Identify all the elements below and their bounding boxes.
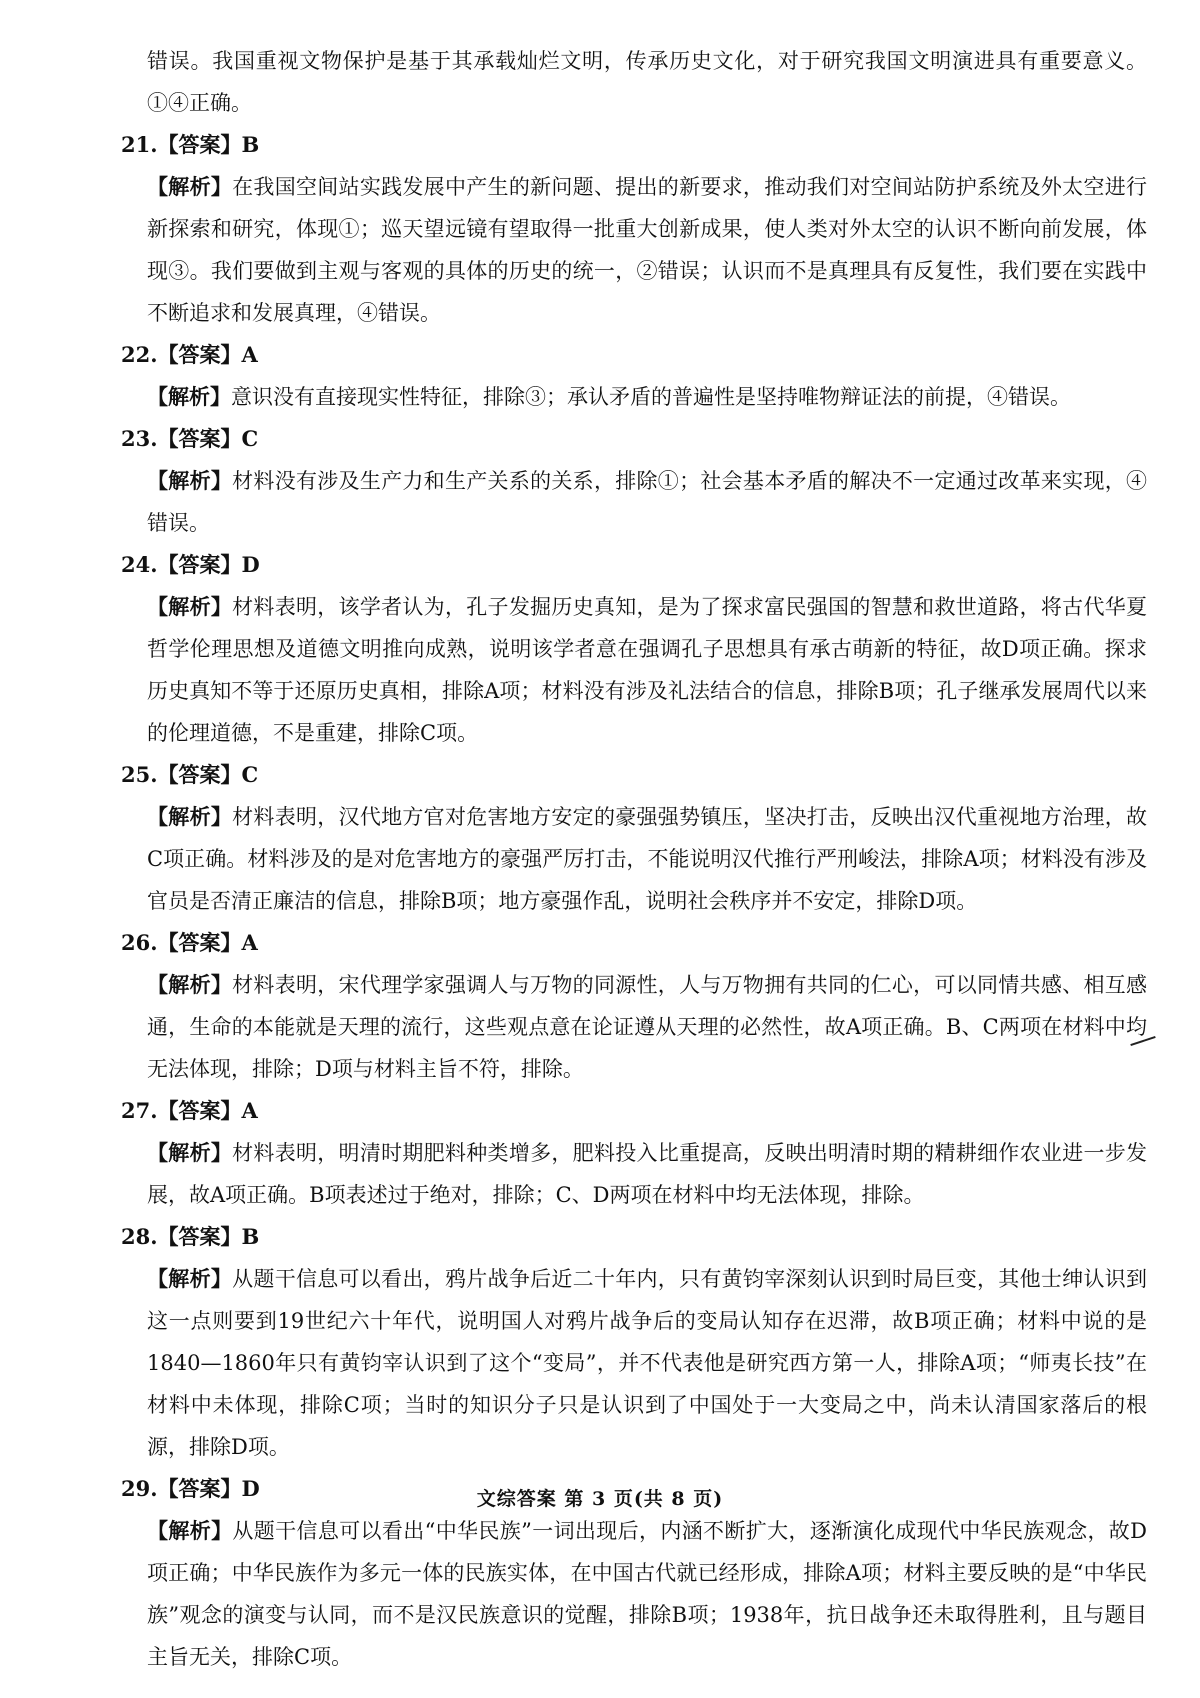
analysis-label: 【解析】 <box>147 1266 233 1291</box>
answer-heading <box>121 922 1147 964</box>
answer-label: 【答案】 <box>157 1098 242 1123</box>
answer-heading <box>121 544 1147 586</box>
analysis-text: 在我国空间站实践发展中产生的新问题、提出的新要求，推动我们对空间站防护系统及外太空进行新探索和研究，体现①；巡天望远镜有望取得一批重大创新成果，使人类对外太空的认识不断向前发展，体现③。我们要做到主观与客观的具体的历史的统一，②错误；认识而不是真理具有反复性，我们要在实践中不断追求和发展真理，④错误。 <box>147 175 1148 325</box>
answer-heading <box>121 418 1147 460</box>
analysis-text: 材料表明，该学者认为，孔子发掘历史真知，是为了探求富民强国的智慧和救世道路，将古代华夏哲学伦理思想及道德文明推向成熟，说明该学者意在强调孔子思想具有承古萌新的特征，故D项正确。探求历史真知不等于还原历史真相，排除A项；材料没有涉及礼法结合的信息，排除B项；孔子继承发展周代以来的伦理道德，不是重建，排除C项。 <box>147 595 1148 745</box>
analysis-label: 【解析】 <box>147 972 233 997</box>
answer-item <box>121 1216 1148 1468</box>
question-number: 25. <box>121 762 158 787</box>
question-number: 26. <box>121 930 158 955</box>
answer-item <box>121 544 1148 754</box>
question-number: 23. <box>121 426 158 451</box>
analysis-text: 从题干信息可以看出，鸦片战争后近二十年内，只有黄钧宰深刻认识到时局巨变，其他士绅认识到这一点则要到19世纪六十年代，说明国人对鸦片战争后的变局认知存在迟滞，故B项正确；材料中说的是1840—1860年只有黄钧宰认识到了这个“变局”，并不代表他是研究西方第一人，排除A项；“师夷长技”在材料中未体现，排除C项；当时的知识分子只是认识到了中国处于一大变局之中，尚未认清国家落后的根源，排除D项。 <box>147 1267 1148 1459</box>
answer-heading <box>121 124 1147 166</box>
answer-item <box>121 754 1148 922</box>
analysis-label: 【解析】 <box>147 384 231 409</box>
analysis-text: 材料表明，汉代地方官对危害地方安定的豪强强势镇压，坚决打击，反映出汉代重视地方治理，故C项正确。材料涉及的是对危害地方的豪强严厉打击，不能说明汉代推行严刑峻法，排除A项；材料没有涉及官员是否清正廉洁的信息，排除B项；地方豪强作乱，说明社会秩序并不安定，排除D项。 <box>147 805 1148 913</box>
analysis-text: 从题干信息可以看出“中华民族”一词出现后，内涵不断扩大，逐渐演化成现代中华民族观念，故D项正确；中华民族作为多元一体的民族实体，在中国古代就已经形成，排除A项；材料主要反映的是“中华民族”观念的演变与认同，而不是汉民族意识的觉醒，排除B项；1938年，抗日战争还未取得胜利，且与题目主旨无关，排除C项。 <box>147 1519 1147 1669</box>
answer-label: 【答案】 <box>157 930 242 955</box>
answer-value: B <box>241 1224 260 1249</box>
analysis-label: 【解析】 <box>147 468 233 493</box>
answer-item <box>121 124 1148 334</box>
answer-content <box>121 40 1148 1678</box>
question-number: 28. <box>121 1224 158 1249</box>
answer-heading <box>121 754 1147 796</box>
question-number: 27. <box>121 1098 158 1123</box>
answer-label: 【答案】 <box>157 1224 242 1249</box>
answer-label: 【答案】 <box>157 1476 242 1501</box>
page-footer: 文综答案 第 3 页(共 8 页) <box>476 1488 724 1510</box>
analysis-paragraph <box>147 964 1147 1090</box>
answer-value: A <box>241 342 258 367</box>
answer-value: D <box>241 552 260 577</box>
question-number: 29. <box>121 1476 158 1501</box>
analysis-paragraph <box>147 460 1147 544</box>
answer-label: 【答案】 <box>157 132 242 157</box>
answer-value: C <box>241 762 259 787</box>
analysis-paragraph <box>147 166 1147 334</box>
answer-label: 【答案】 <box>157 762 242 787</box>
analysis-paragraph <box>147 796 1147 922</box>
analysis-label: 【解析】 <box>147 174 233 199</box>
question-number: 22. <box>121 342 158 367</box>
analysis-paragraph <box>147 1258 1147 1468</box>
answer-heading <box>121 334 1147 376</box>
analysis-label: 【解析】 <box>147 804 233 829</box>
answer-value: A <box>241 1098 258 1123</box>
question-number: 24. <box>121 552 158 577</box>
answer-label: 【答案】 <box>157 426 242 451</box>
answer-heading <box>121 1090 1147 1132</box>
intro-paragraph: 错误。我国重视文物保护是基于其承载灿烂文明，传承历史文化，对于研究我国文明演进具有重要意义。①④正确。 <box>147 49 1147 115</box>
answer-label: 【答案】 <box>157 342 242 367</box>
answer-value: A <box>241 930 258 955</box>
analysis-text: 材料没有涉及生产力和生产关系的关系，排除①；社会基本矛盾的解决不一定通过改革来实现，④错误。 <box>147 469 1148 535</box>
analysis-label: 【解析】 <box>147 1140 233 1165</box>
analysis-text: 材料表明，宋代理学家强调人与万物的同源性，人与万物拥有共同的仁心，可以同情共感、相互感通，生命的本能就是天理的流行，这些观点意在论证遵从天理的必然性，故A项正确。B、C两项在材料中均无法体现，排除；D项与材料主旨不符，排除。 <box>147 973 1148 1081</box>
analysis-text: 意识没有直接现实性特征，排除③；承认矛盾的普遍性是坚持唯物辩证法的前提，④错误。 <box>231 385 1071 409</box>
answer-value: C <box>241 426 259 451</box>
analysis-paragraph <box>147 376 1147 418</box>
answer-item <box>121 922 1148 1090</box>
answer-item <box>121 334 1147 418</box>
answer-item <box>121 1090 1148 1216</box>
answer-value: D <box>241 1476 260 1501</box>
question-number: 21. <box>121 132 158 157</box>
analysis-paragraph <box>147 1510 1147 1678</box>
answer-heading <box>121 1216 1147 1258</box>
analysis-paragraph <box>147 586 1147 754</box>
analysis-label: 【解析】 <box>147 1518 233 1543</box>
answer-item <box>121 418 1148 544</box>
analysis-label: 【解析】 <box>147 594 233 619</box>
analysis-paragraph <box>147 1132 1147 1216</box>
answer-label: 【答案】 <box>157 552 242 577</box>
analysis-text: 材料表明，明清时期肥料种类增多，肥料投入比重提高，反映出明清时期的精耕细作农业进一步发展，故A项正确。B项表述过于绝对，排除；C、D两项在材料中均无法体现，排除。 <box>147 1141 1148 1207</box>
answer-value: B <box>241 132 260 157</box>
answer-list <box>121 124 1148 1678</box>
